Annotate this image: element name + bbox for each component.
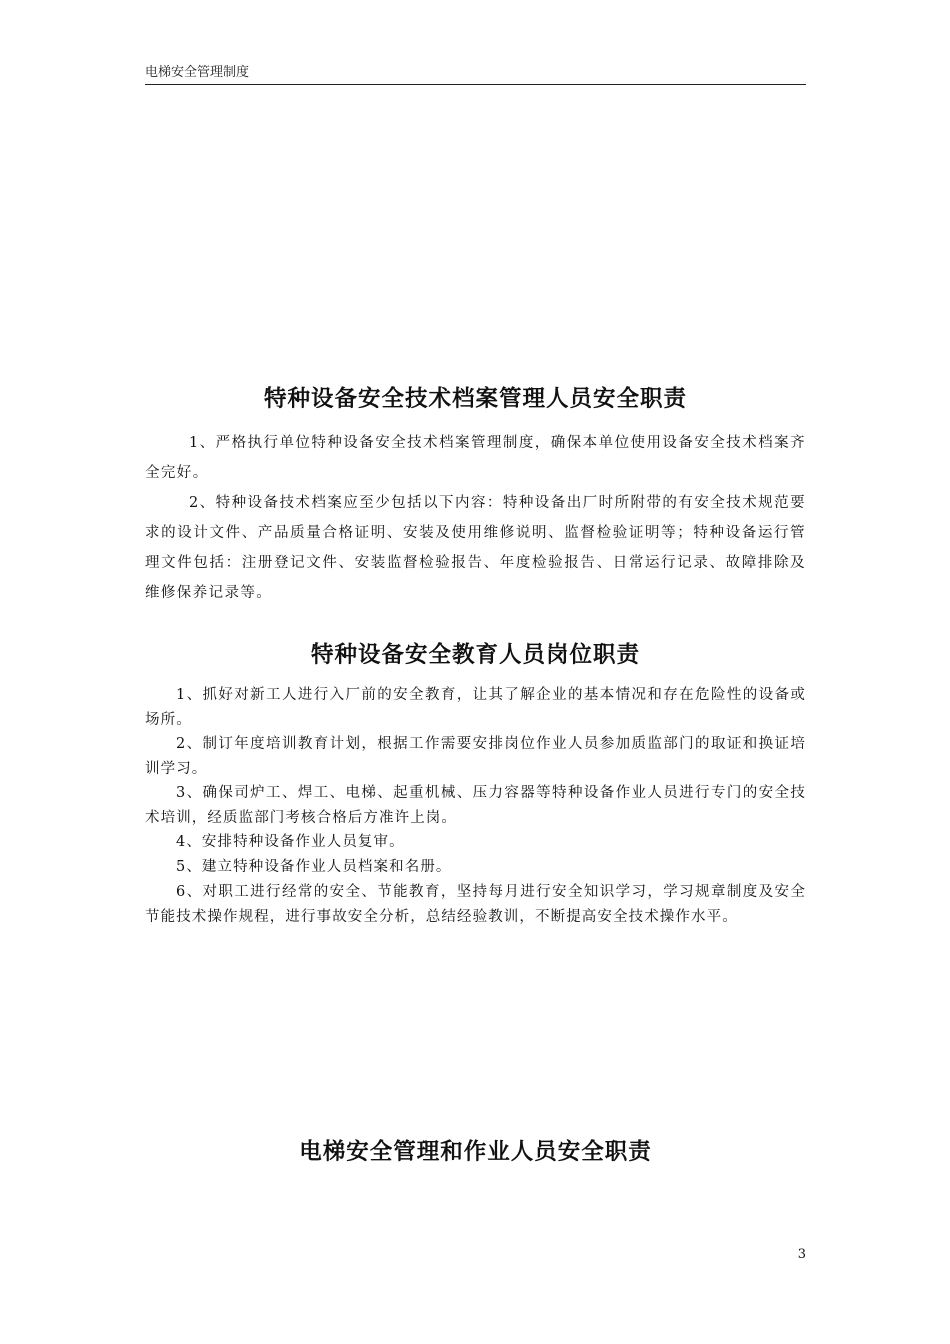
header-title: 电梯安全管理制度 (145, 65, 250, 80)
archive-paragraph-2: 2、特种设备技术档案应至少包括以下内容：特种设备出厂时所附带的有安全技术规范要求的设计文件、产品质量合格证明、安装及使用维修说明、监督检验证明等；特种设备运行管理文件包括：注册登记文件、安装监督检验报告、年度检验报告、日常运行记录、故障排除及维修保养记录等。 (145, 495, 806, 601)
archive-paragraph-1: 1、严格执行单位特种设备安全技术档案管理制度，确保本单位使用设备安全技术档案齐全完好。 (145, 435, 806, 481)
section-title-archive-manager: 特种设备安全技术档案管理人员安全职责 (263, 386, 687, 412)
education-paragraph-4: 4、安排特种设备作业人员复审。 (176, 834, 405, 850)
education-paragraph-1: 1、抓好对新工人进行入厂前的安全教育，让其了解企业的基本情况和存在危险性的设备或场所。 (145, 687, 806, 728)
running-header (145, 66, 806, 85)
education-paragraph-3: 3、确保司炉工、焊工、电梯、起重机械、压力容器等特种设备作业人员进行专门的安全技术培训，经质监部门考核合格后方准许上岗。 (145, 785, 806, 826)
section-title-safety-education: 特种设备安全教育人员岗位职责 (310, 642, 640, 668)
education-paragraph-2: 2、制订年度培训教育计划，根据工作需要安排岗位作业人员参加质监部门的取证和换证培训学习。 (145, 736, 806, 777)
page-number: 3 (797, 1247, 806, 1262)
education-paragraph-6: 6、对职工进行经常的安全、节能教育，坚持每月进行安全知识学习，学习规章制度及安全节能技术操作规程，进行事故安全分析，总结经验教训，不断提高安全技术操作水平。 (145, 884, 806, 925)
education-paragraph-5: 5、建立特种设备作业人员档案和名册。 (176, 859, 452, 875)
section-title-elevator-operators: 电梯安全管理和作业人员安全职责 (299, 1139, 652, 1165)
